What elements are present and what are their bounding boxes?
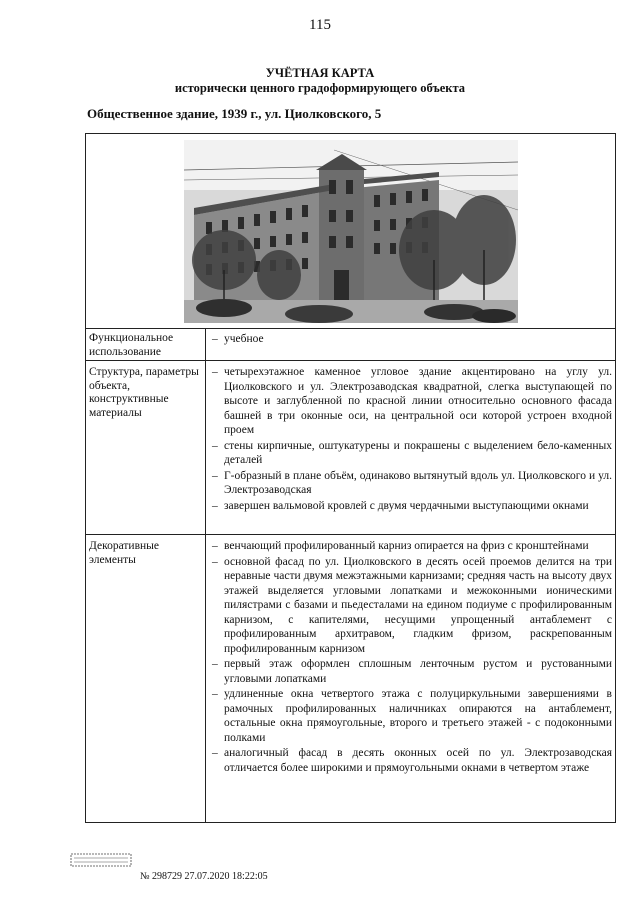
title-line-1: УЧЁТНАЯ КАРТА	[265, 66, 375, 80]
object-subject: Общественное здание, 1939 г., ул. Циолковского, 5	[87, 106, 382, 121]
list-item: – первый этаж оформлен сплошным ленточным рустом и рустованными угловыми лопатками	[210, 657, 612, 686]
record-card-table	[85, 133, 616, 823]
row-label-decor: Декоративные элементы	[89, 540, 159, 566]
row-label-function: Функциональное использование	[89, 332, 174, 358]
photo-cell	[86, 134, 615, 329]
row-content-structure	[210, 365, 612, 514]
list-item: – удлиненные окна четвертого этажа с полуциркульными завершениями в рамочных профилированных наличниках опираются на антаблемент, остальные окна прямоугольные, второго и третьего этажей - с подоконными полками	[210, 687, 612, 745]
stamp-icon	[70, 853, 132, 867]
page-number: 115	[309, 17, 331, 33]
row-divider	[86, 360, 615, 361]
list-item: – Г-образный в плане объём, одинаково вытянутый вдоль ул. Циолковского и ул. Электрозаводская	[210, 469, 612, 498]
row-label-structure: Структура, параметры объекта, конструктивные материалы	[89, 366, 199, 419]
list-item: – аналогичный фасад в десять оконных осей по ул. Электрозаводская отличается более широкими и прямоугольными окнами в четвертом этаже	[210, 746, 612, 775]
list-item: – учебное	[210, 332, 612, 347]
row-divider	[86, 534, 615, 535]
list-item: – венчающий профилированный карниз опирается на фриз с кронштейнами	[210, 539, 612, 554]
title-line-2: исторически ценного градоформирующего объекта	[174, 81, 466, 95]
document-title	[0, 66, 640, 96]
building-photo	[184, 140, 518, 323]
list-item: – четырехэтажное каменное угловое здание акцентировано на углу ул. Циолковского и ул. Электрозаводская квадратной, слегка выступающей по высоте и заглубленной по красной линии относительно основного фасада башней в три оконные оси, на центральной оси которой устроен входной проем	[210, 365, 612, 438]
list-item: – стены кирпичные, оштукатурены и покрашены с выделением бело-каменных деталей	[210, 439, 612, 468]
footer-registration: № 298729 27.07.2020 18:22:05	[140, 871, 268, 882]
row-content-decor	[210, 539, 612, 776]
column-divider	[205, 329, 206, 823]
list-item: – основной фасад по ул. Циолковского в десять осей проемов делится на три неравные части двумя межэтажными карнизами; средняя часть на высоту двух этажей выделяется угловыми лопатками и межоконными ионическими пилястрами с базами и пьедесталами на едином подиуме с профилированным карнизом, с капителями, несущими упрощенный антаблемент с профилированным архитравом, гладким фризом, раскрепованным профилированным карнизом	[210, 555, 612, 657]
row-content-function	[210, 332, 612, 348]
list-item: – завершен вальмовой кровлей с двумя чердачными выступающими окнами	[210, 499, 612, 514]
